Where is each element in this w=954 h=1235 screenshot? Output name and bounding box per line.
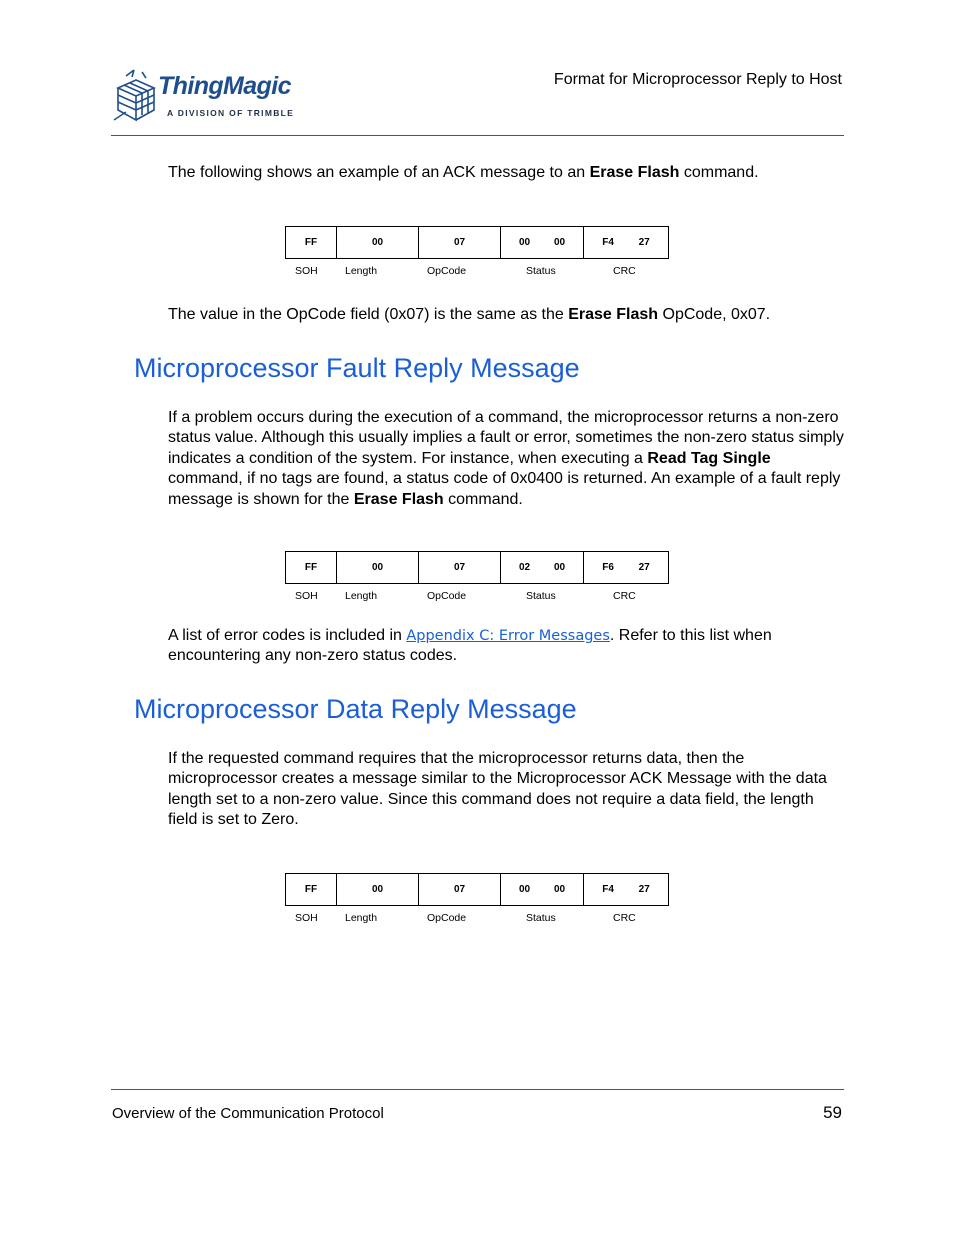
opcode-cell: 07	[419, 227, 501, 258]
data-message-table	[285, 873, 669, 933]
soh-cell: FF	[286, 874, 337, 905]
crc-cell: F4 27	[602, 237, 650, 248]
header-rule	[111, 135, 844, 136]
fault-message-table	[285, 551, 669, 611]
field-labels: SOH Length OpCode Status CRC	[295, 265, 636, 277]
soh-cell: FF	[286, 552, 337, 583]
running-header-title: Format for Microprocessor Reply to Host	[553, 71, 842, 88]
fault-reply-heading: Microprocessor Fault Reply Message	[134, 353, 580, 383]
logo-wordmark: ThingMagic	[158, 72, 291, 100]
opcode-cell: 07	[419, 552, 501, 583]
length-cell: 00	[337, 552, 419, 583]
page-number: 59	[823, 1103, 842, 1122]
length-cell: 00	[337, 874, 419, 905]
field-labels: SOH Length OpCode Status CRC	[295, 590, 636, 602]
field-labels: SOH Length OpCode Status CRC	[295, 912, 636, 924]
soh-cell: FF	[286, 227, 337, 258]
crc-cell: F4 27	[602, 884, 650, 895]
data-reply-paragraph: If the requested command requires that the microprocessor returns data, then the microprocessor creates a message similar to the Microprocessor ACK Message with the data length set to a non-zero value. Since this command does not require a data field, the length field is set to Zero.	[168, 750, 827, 829]
status-cell: 02 00	[501, 552, 584, 583]
opcode-cell: 07	[419, 874, 501, 905]
opcode-note-paragraph: The value in the OpCode field (0x07) is the same as the Erase Flash OpCode, 0x07.	[168, 306, 771, 323]
data-reply-heading: Microprocessor Data Reply Message	[134, 694, 577, 724]
length-cell: 00	[337, 227, 419, 258]
appendix-c-link[interactable]: Appendix C: Error Messages	[406, 628, 610, 644]
footer-rule	[111, 1089, 844, 1090]
footer-section-title: Overview of the Communication Protocol	[112, 1105, 384, 1122]
logo-tagline: A DIVISION OF TRIMBLE	[167, 108, 295, 118]
intro-paragraph: The following shows an example of an ACK message to an Erase Flash command.	[168, 164, 759, 181]
fault-reply-paragraph: If a problem occurs during the execution of a command, the microprocessor returns a non-zero status value. Although this usually implies a fault or error, sometimes the non-zero status simply indicates a condition of the system. For instance, when executing a Read Tag Single command, if no tags are found, a status code of 0x0400 is returned. An example of a fault reply message is shown for the Erase Flash command.	[168, 409, 844, 508]
status-cell: 00 00	[501, 227, 584, 258]
error-codes-paragraph: A list of error codes is included in Appendix C: Error Messages. Refer to this list when encountering any non-zero status codes.	[168, 627, 772, 665]
logo-cube-icon	[112, 68, 158, 124]
thingmagic-logo	[112, 68, 312, 126]
crc-cell: F6 27	[602, 562, 650, 573]
ack-message-table	[285, 226, 669, 286]
status-cell: 00 00	[501, 874, 584, 905]
